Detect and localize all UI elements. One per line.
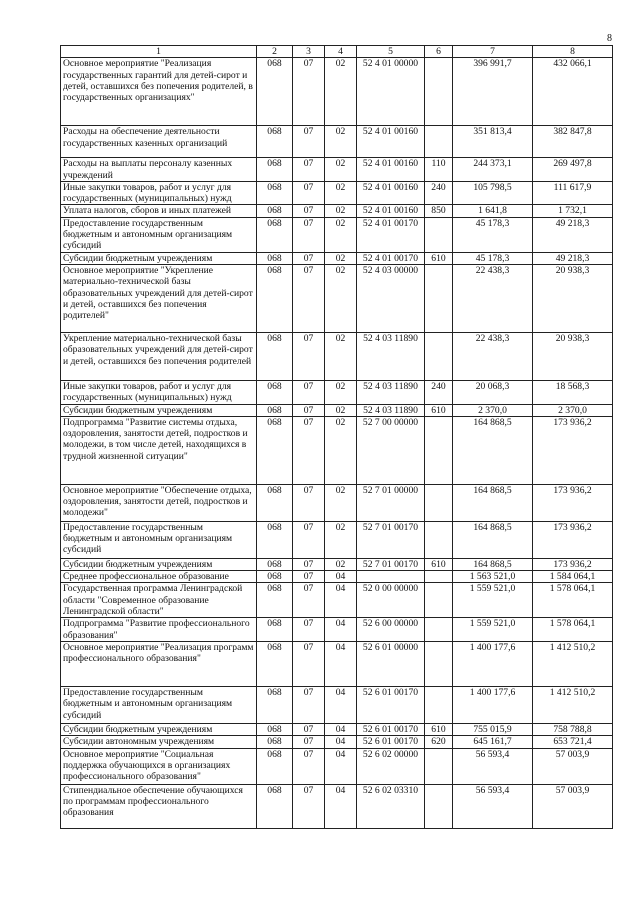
section-cell: 07	[293, 571, 325, 583]
expense-type-cell	[425, 58, 453, 126]
table-row	[61, 181, 613, 205]
expense-type-cell: 110	[425, 158, 453, 182]
grbs-cell: 068	[257, 736, 293, 748]
grbs-cell: 068	[257, 641, 293, 686]
amount-year1-cell: 45 178,3	[453, 217, 533, 252]
row-name-cell: Государственная программа Ленинградской области "Современное образование Ленинградской области"	[61, 583, 257, 618]
amount-year1-cell: 164 868,5	[453, 484, 533, 521]
amount-year1-cell: 1 559 521,0	[453, 618, 533, 642]
subsection-cell: 04	[325, 583, 357, 618]
table-row	[61, 380, 613, 404]
target-article-cell: 52 7 00 00000	[357, 416, 425, 484]
subsection-cell: 02	[325, 158, 357, 182]
target-article-cell: 52 6 02 00000	[357, 748, 425, 784]
row-name-cell: Стипендиальное обеспечение обучающихся по программам профессионального образования	[61, 784, 257, 828]
amount-year1-cell: 105 798,5	[453, 181, 533, 205]
table-row	[61, 158, 613, 182]
table-row	[61, 521, 613, 558]
section-cell: 07	[293, 332, 325, 380]
amount-year2-cell: 18 568,3	[533, 380, 613, 404]
target-article-cell: 52 7 01 00000	[357, 484, 425, 521]
grbs-cell: 068	[257, 252, 293, 264]
expense-type-cell	[425, 521, 453, 558]
section-cell: 07	[293, 618, 325, 642]
amount-year1-cell: 45 178,3	[453, 252, 533, 264]
amount-year1-cell: 351 813,4	[453, 126, 533, 158]
grbs-cell: 068	[257, 416, 293, 484]
expense-type-cell	[425, 332, 453, 380]
amount-year2-cell: 1 578 064,1	[533, 583, 613, 618]
target-article-cell: 52 4 01 00160	[357, 158, 425, 182]
header-cell: 2	[257, 46, 293, 58]
row-name-cell: Основное мероприятие "Укрепление материально-технической базы образовательных учреждений для детей-сирот и детей, оставшихся без попечения родителей"	[61, 264, 257, 332]
amount-year1-cell: 244 373,1	[453, 158, 533, 182]
expense-type-cell: 240	[425, 380, 453, 404]
amount-year2-cell: 269 497,8	[533, 158, 613, 182]
subsection-cell: 02	[325, 58, 357, 126]
row-name-cell: Субсидии бюджетным учреждениям	[61, 723, 257, 735]
row-name-cell: Предоставление государственным бюджетным и автономным организациям субсидий	[61, 217, 257, 252]
table-row	[61, 583, 613, 618]
row-name-cell: Предоставление государственным бюджетным и автономным организациям субсидий	[61, 521, 257, 558]
table-row	[61, 252, 613, 264]
target-article-cell: 52 6 01 00000	[357, 641, 425, 686]
grbs-cell: 068	[257, 380, 293, 404]
amount-year2-cell: 173 936,2	[533, 416, 613, 484]
grbs-cell: 068	[257, 558, 293, 570]
amount-year1-cell: 1 641,8	[453, 205, 533, 217]
table-row	[61, 748, 613, 784]
row-name-cell: Субсидии бюджетным учреждениям	[61, 404, 257, 416]
section-cell: 07	[293, 58, 325, 126]
grbs-cell: 068	[257, 217, 293, 252]
expense-type-cell: 620	[425, 736, 453, 748]
amount-year2-cell: 758 788,8	[533, 723, 613, 735]
expense-type-cell	[425, 686, 453, 723]
row-name-cell: Уплата налогов, сборов и иных платежей	[61, 205, 257, 217]
section-cell: 07	[293, 252, 325, 264]
expense-type-cell	[425, 641, 453, 686]
amount-year1-cell: 56 593,4	[453, 748, 533, 784]
subsection-cell: 04	[325, 618, 357, 642]
section-cell: 07	[293, 380, 325, 404]
expense-type-cell: 850	[425, 205, 453, 217]
section-cell: 07	[293, 723, 325, 735]
header-cell: 4	[325, 46, 357, 58]
amount-year1-cell: 1 559 521,0	[453, 583, 533, 618]
table-row	[61, 723, 613, 735]
section-cell: 07	[293, 484, 325, 521]
header-cell: 1	[61, 46, 257, 58]
header-row	[61, 46, 613, 58]
amount-year2-cell: 173 936,2	[533, 521, 613, 558]
grbs-cell: 068	[257, 205, 293, 217]
amount-year2-cell: 1 578 064,1	[533, 618, 613, 642]
expense-type-cell: 610	[425, 558, 453, 570]
target-article-cell: 52 4 01 00160	[357, 205, 425, 217]
section-cell: 07	[293, 205, 325, 217]
row-name-cell: Иные закупки товаров, работ и услуг для государственных (муниципальных) нужд	[61, 380, 257, 404]
target-article-cell: 52 4 03 11890	[357, 404, 425, 416]
row-name-cell: Подпрограмма "Развитие профессионального образования"	[61, 618, 257, 642]
amount-year2-cell: 49 218,3	[533, 252, 613, 264]
subsection-cell: 02	[325, 252, 357, 264]
subsection-cell: 02	[325, 217, 357, 252]
target-article-cell: 52 6 00 00000	[357, 618, 425, 642]
grbs-cell: 068	[257, 58, 293, 126]
row-name-cell: Расходы на выплаты персоналу казенных учреждений	[61, 158, 257, 182]
section-cell: 07	[293, 264, 325, 332]
section-cell: 07	[293, 181, 325, 205]
grbs-cell: 068	[257, 126, 293, 158]
target-article-cell: 52 4 01 00000	[357, 58, 425, 126]
section-cell: 07	[293, 521, 325, 558]
subsection-cell: 02	[325, 181, 357, 205]
target-article-cell: 52 4 03 00000	[357, 264, 425, 332]
row-name-cell: Расходы на обеспечение деятельности государственных казенных организаций	[61, 126, 257, 158]
amount-year1-cell: 396 991,7	[453, 58, 533, 126]
table-row	[61, 484, 613, 521]
amount-year1-cell: 56 593,4	[453, 784, 533, 828]
target-article-cell: 52 6 01 00170	[357, 723, 425, 735]
amount-year2-cell: 1 584 064,1	[533, 571, 613, 583]
amount-year2-cell: 173 936,2	[533, 484, 613, 521]
expense-type-cell: 610	[425, 723, 453, 735]
amount-year1-cell: 164 868,5	[453, 558, 533, 570]
amount-year1-cell: 22 438,3	[453, 264, 533, 332]
subsection-cell: 04	[325, 784, 357, 828]
grbs-cell: 068	[257, 404, 293, 416]
grbs-cell: 068	[257, 583, 293, 618]
amount-year2-cell: 111 617,9	[533, 181, 613, 205]
table-row	[61, 126, 613, 158]
amount-year2-cell: 57 003,9	[533, 784, 613, 828]
subsection-cell: 04	[325, 571, 357, 583]
amount-year1-cell: 164 868,5	[453, 416, 533, 484]
amount-year2-cell: 49 218,3	[533, 217, 613, 252]
section-cell: 07	[293, 158, 325, 182]
section-cell: 07	[293, 686, 325, 723]
grbs-cell: 068	[257, 264, 293, 332]
budget-table	[60, 45, 613, 829]
amount-year1-cell: 164 868,5	[453, 521, 533, 558]
section-cell: 07	[293, 404, 325, 416]
amount-year2-cell: 173 936,2	[533, 558, 613, 570]
table-row	[61, 686, 613, 723]
row-name-cell: Укрепление материально-технической базы образовательных учреждений для детей-сирот и детей, оставшихся без попечения родителей	[61, 332, 257, 380]
table-row	[61, 404, 613, 416]
expense-type-cell	[425, 583, 453, 618]
section-cell: 07	[293, 748, 325, 784]
row-name-cell: Основное мероприятие "Реализация государственных гарантий для детей-сирот и детей, оставшихся без попечения родителей, в государственных организациях"	[61, 58, 257, 126]
subsection-cell: 02	[325, 558, 357, 570]
row-name-cell: Субсидии бюджетным учреждениям	[61, 252, 257, 264]
row-name-cell: Иные закупки товаров, работ и услуг для государственных (муниципальных) нужд	[61, 181, 257, 205]
amount-year1-cell: 1 400 177,6	[453, 641, 533, 686]
grbs-cell: 068	[257, 571, 293, 583]
target-article-cell: 52 4 01 00170	[357, 252, 425, 264]
amount-year2-cell: 20 938,3	[533, 264, 613, 332]
expense-type-cell: 610	[425, 404, 453, 416]
table-row	[61, 58, 613, 126]
table-row	[61, 205, 613, 217]
expense-type-cell	[425, 264, 453, 332]
subsection-cell: 02	[325, 126, 357, 158]
section-cell: 07	[293, 558, 325, 570]
subsection-cell: 02	[325, 380, 357, 404]
subsection-cell: 02	[325, 205, 357, 217]
subsection-cell: 02	[325, 332, 357, 380]
table-row	[61, 332, 613, 380]
amount-year2-cell: 1 732,1	[533, 205, 613, 217]
section-cell: 07	[293, 641, 325, 686]
amount-year1-cell: 645 161,7	[453, 736, 533, 748]
expense-type-cell	[425, 571, 453, 583]
row-name-cell: Основное мероприятие "Социальная поддержка обучающихся в организациях профессионального образования"	[61, 748, 257, 784]
row-name-cell: Предоставление государственным бюджетным и автономным организациям субсидий	[61, 686, 257, 723]
target-article-cell: 52 4 01 00160	[357, 126, 425, 158]
target-article-cell: 52 7 01 00170	[357, 558, 425, 570]
header-cell: 3	[293, 46, 325, 58]
amount-year2-cell: 1 412 510,2	[533, 686, 613, 723]
table-row	[61, 736, 613, 748]
section-cell: 07	[293, 736, 325, 748]
grbs-cell: 068	[257, 332, 293, 380]
target-article-cell: 52 4 03 11890	[357, 380, 425, 404]
expense-type-cell	[425, 126, 453, 158]
table-row	[61, 618, 613, 642]
amount-year2-cell: 1 412 510,2	[533, 641, 613, 686]
header-cell: 7	[453, 46, 533, 58]
subsection-cell: 02	[325, 264, 357, 332]
subsection-cell: 04	[325, 736, 357, 748]
expense-type-cell	[425, 784, 453, 828]
grbs-cell: 068	[257, 748, 293, 784]
expense-type-cell: 240	[425, 181, 453, 205]
grbs-cell: 068	[257, 618, 293, 642]
target-article-cell: 52 6 01 00170	[357, 736, 425, 748]
table-row	[61, 641, 613, 686]
expense-type-cell	[425, 484, 453, 521]
header-cell: 8	[533, 46, 613, 58]
target-article-cell: 52 7 01 00170	[357, 521, 425, 558]
table-row	[61, 558, 613, 570]
amount-year1-cell: 755 015,9	[453, 723, 533, 735]
target-article-cell: 52 4 03 11890	[357, 332, 425, 380]
subsection-cell: 04	[325, 686, 357, 723]
expense-type-cell	[425, 416, 453, 484]
amount-year1-cell: 22 438,3	[453, 332, 533, 380]
subsection-cell: 02	[325, 416, 357, 484]
section-cell: 07	[293, 583, 325, 618]
subsection-cell: 02	[325, 404, 357, 416]
page-number: 8	[607, 33, 612, 44]
section-cell: 07	[293, 416, 325, 484]
grbs-cell: 068	[257, 181, 293, 205]
amount-year1-cell: 1 400 177,6	[453, 686, 533, 723]
amount-year1-cell: 1 563 521,0	[453, 571, 533, 583]
expense-type-cell	[425, 748, 453, 784]
header-cell: 6	[425, 46, 453, 58]
expense-type-cell	[425, 217, 453, 252]
subsection-cell: 04	[325, 723, 357, 735]
amount-year1-cell: 2 370,0	[453, 404, 533, 416]
target-article-cell	[357, 571, 425, 583]
target-article-cell: 52 6 01 00170	[357, 686, 425, 723]
expense-type-cell	[425, 618, 453, 642]
subsection-cell: 02	[325, 521, 357, 558]
amount-year2-cell: 57 003,9	[533, 748, 613, 784]
amount-year2-cell: 653 721,4	[533, 736, 613, 748]
grbs-cell: 068	[257, 484, 293, 521]
header-cell: 5	[357, 46, 425, 58]
subsection-cell: 04	[325, 641, 357, 686]
section-cell: 07	[293, 784, 325, 828]
grbs-cell: 068	[257, 158, 293, 182]
target-article-cell: 52 6 02 03310	[357, 784, 425, 828]
row-name-cell: Основное мероприятие "Реализация программ профессионального образования"	[61, 641, 257, 686]
amount-year2-cell: 432 066,1	[533, 58, 613, 126]
amount-year2-cell: 382 847,8	[533, 126, 613, 158]
target-article-cell: 52 4 01 00160	[357, 181, 425, 205]
row-name-cell: Основное мероприятие "Обеспечение отдыха, оздоровления, занятости детей, подростков и молодежи"	[61, 484, 257, 521]
subsection-cell: 04	[325, 748, 357, 784]
section-cell: 07	[293, 126, 325, 158]
grbs-cell: 068	[257, 723, 293, 735]
row-name-cell: Подпрограмма "Развитие системы отдыха, оздоровления, занятости детей, подростков и молодежи, в том числе детей, находящихся в трудной жизненной ситуации"	[61, 416, 257, 484]
grbs-cell: 068	[257, 784, 293, 828]
amount-year1-cell: 20 068,3	[453, 380, 533, 404]
row-name-cell: Среднее профессиональное образование	[61, 571, 257, 583]
section-cell: 07	[293, 217, 325, 252]
table-row	[61, 571, 613, 583]
row-name-cell: Субсидии бюджетным учреждениям	[61, 558, 257, 570]
table-row	[61, 416, 613, 484]
grbs-cell: 068	[257, 521, 293, 558]
row-name-cell: Субсидии автономным учреждениям	[61, 736, 257, 748]
grbs-cell: 068	[257, 686, 293, 723]
subsection-cell: 02	[325, 484, 357, 521]
target-article-cell: 52 4 01 00170	[357, 217, 425, 252]
target-article-cell: 52 0 00 00000	[357, 583, 425, 618]
table-row	[61, 784, 613, 828]
amount-year2-cell: 2 370,0	[533, 404, 613, 416]
table-row	[61, 264, 613, 332]
amount-year2-cell: 20 938,3	[533, 332, 613, 380]
table-row	[61, 217, 613, 252]
expense-type-cell: 610	[425, 252, 453, 264]
